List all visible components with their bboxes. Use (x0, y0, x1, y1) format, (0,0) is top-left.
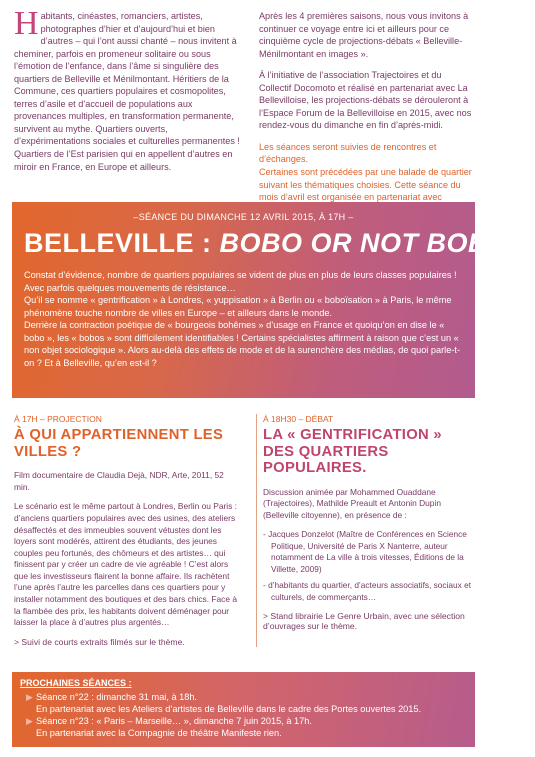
session-title (24, 228, 535, 259)
projection-extract-link[interactable]: > Suivi de courts extraits filmés sur le thème. (14, 636, 185, 647)
program-column (259, 10, 473, 225)
drop-cap: H (14, 5, 39, 42)
upcoming-item-title: Séance n°23 : « Paris – Marseille… », dimanche 7 juin 2015, à 17h. (36, 715, 312, 726)
upcoming-item (20, 692, 467, 704)
list-item: - Jacques Donzelot (Maître de Conférences en Science Politique, Université de Paris X Nanterre, auteur notamment de La ville à trois vitesses, Éditions de la Villette, 2009) (263, 529, 467, 574)
program-note-lead: Les séances seront suivies de rencontres et d’échanges. (258, 141, 437, 165)
intro-text: abitants, cinéastes, romanciers, artistes, photographes d’hier et d’aujourd’hui et bien d’autres – qui l’ont aussi chanté – nous invitent à cheminer, parfois en promeneur solitaire ou sous l’émotion de l’enfance, dans l’âme si singulière des quartiers de Belleville et Ménilmontant. Héritiers de la Commune, ces quartiers populaires et cosmopolites, terres d’asile et d’accueil de populations aux provenances multiples, en transformation permanente, survivent au mythe. Quartiers ouverts, d’expérimentations sociales et culturelles permanentes ! Quartiers de l’Est parisien qui en appellent d’autres en miroir en France, en Europe et ailleurs. (14, 11, 240, 172)
projection-body (14, 470, 240, 629)
film-credit: Film documentaire de Claudia Dejà, NDR, Arte, 2011, 52 min. (14, 470, 224, 492)
session-title-italic: BOBO OR NOT BOBO ? (219, 228, 535, 258)
upcoming-title: PROCHAINES SÉANCES : (20, 678, 132, 688)
upcoming-item-detail: En partenariat avec les Ateliers d’artistes de Belleville dans le cadre des Portes ouvertes 2015. (36, 703, 422, 714)
upcoming-item (20, 716, 467, 728)
bookstand-link[interactable]: > Stand librairie Le Genre Urbain, avec une sélection d’ouvrages sur le thème. (263, 611, 465, 632)
debate-intro: Discussion animée par Mohammed Ouaddane (Trajectoires), Mathilde Preault et Antonin Dupin (Belleville citoyenne), en présence de : (263, 486, 441, 520)
debate-kicker: À 18H30 – DÉBAT (263, 414, 334, 424)
session-date: –SÉANCE DU DIMANCHE 12 AVRIL 2015, À 17H – (133, 212, 354, 222)
upcoming-sessions (12, 672, 475, 747)
projection-column (14, 414, 240, 647)
session-banner (12, 202, 535, 398)
projection-kicker: À 17H – PROJECTION (14, 414, 102, 424)
session-description (24, 269, 463, 369)
program-intro: Après les 4 premières saisons, nous vous invitons à continuer ce voyage entre ici et ailleurs pour ce cinquième cycle de projections-débats « Belleville-Ménilmontant en images ». (258, 11, 469, 59)
intro-column (14, 5, 241, 225)
intro-section (14, 5, 473, 225)
upcoming-item-detail: En partenariat avec la Compagnie de théâtre Manifeste rien. (36, 727, 282, 738)
session-paragraph: Qu’il se nomme « gentrification » à Londres, « yuppisation » à Berlin ou « boboïsation » à Paris, le même phénomène touche nombre de villes en Europe – et ailleurs dans le monde. (24, 295, 452, 318)
session-title-main: BELLEVILLE : (24, 228, 220, 258)
guest-list (263, 529, 472, 603)
details-section (14, 414, 473, 647)
debate-intro-wrap (263, 487, 472, 522)
program-note-detail: Certaines sont précédées par une balade de quartier suivant les thématiques choisies. Cette séance du mois d’avril est organisée en partenariat avec (258, 167, 472, 203)
arrow-icon: ▶ (26, 692, 34, 702)
debate-title: LA « GENTRIFICATION » DES QUARTIERS POPULAIRES. (263, 427, 442, 477)
list-item: - d’habitants du quartier, d’acteurs associatifs, sociaux et culturels, de commerçants… (263, 580, 471, 602)
projection-title: À QUI APPARTIENNENT LES VILLES ? (14, 427, 224, 460)
film-synopsis: Le scénario est le même partout à Londres, Berlin ou Paris : d’anciens quartiers populaires avec des usines, des ateliers désaffectés et des immeubles souvent vétustes dont les loyers sont modérés, attirent des étudiants, des jeunes couples peu fortunés, des chômeurs et des artistes… qui finissent par y créer un cadre de vie agréable ! C’est alors que les investisseurs flairent la bonne affaire. Ils rachètent l’une après l’autre les parcelles dans ces quartiers pour y installer notamment des boutiques et des bars chics. Face à la flambée des prix, les habitants doivent déménager pour laisser la place à d’autres plus argentés… (14, 501, 237, 628)
arrow-icon: ▶ (26, 715, 34, 726)
session-paragraph: Constat d’évidence, nombre de quartiers populaires se vident de plus en plus de leurs classes populaires ! Avec parfois quelques mouvements de résistance… (24, 270, 457, 293)
debate-column (256, 414, 472, 647)
upcoming-item-title: Séance n°22 : dimanche 31 mai, à 18h. (36, 692, 197, 702)
program-partners: À l’initiative de l’association Trajectoires et du Collectif Docomoto et réalisé en partenariat avec La Bellevilloise, les projections-débats se dérouleront à l’Espace Forum de la Bellevilloise en 2015, avec nos rendez-vous du dimanche en fin d’après-midi. (258, 70, 472, 131)
session-paragraph: Derrière la contraction poétique de « bourgeois bohêmes » d’usage en France et quoiqu’on en dise le « bobo », les « bobos » sont difficilement identifiables ! Certains spécialistes affirment à raison que c’est un « non objet sociologique ». Alors au-delà des effets de mode et de la surenchère des médias, de quoi parle-t-on ? Et à Belleville, qu’en est-il ? (24, 320, 461, 368)
